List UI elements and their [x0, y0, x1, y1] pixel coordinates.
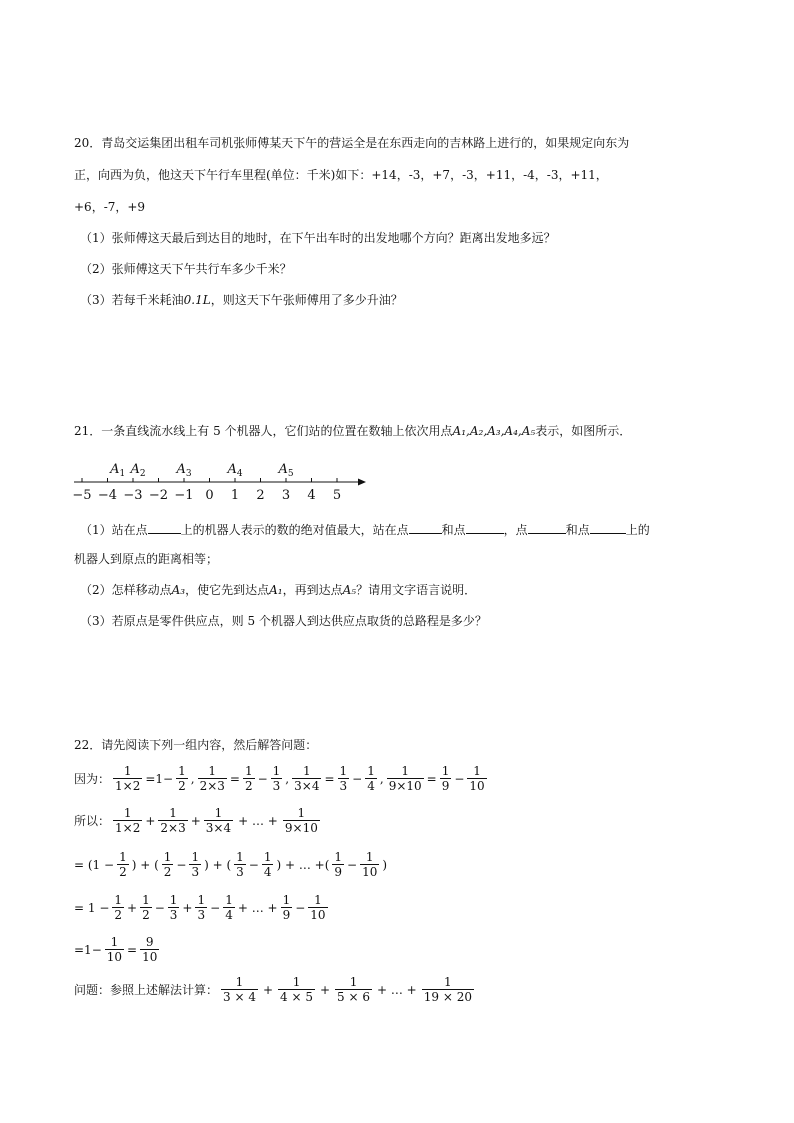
q20-sub2: （2）张师傅这天下午共行车多少千米？ [80, 262, 292, 276]
q22-result-line: =1− $\frac{1}{10}$ = $\frac{9}{10}$ [74, 935, 158, 964]
q21-stem-pre: 21．一条直线流水线上有 5 个机器人，它们站的位置在数轴上依次用点 [74, 424, 453, 438]
fraction: $\frac{1}{10}$ [106, 935, 123, 964]
q21-sub1-text-a: （1）站在点 [80, 523, 148, 537]
fraction: $\frac{1}{3}$ [197, 893, 206, 922]
q20-sub3-post: ，则这天下午张师傅用了多少升油？ [210, 293, 403, 307]
answer-blank-5[interactable] [590, 521, 626, 534]
fraction: $\frac{1}{5 \times 6}$ [337, 975, 370, 1004]
fraction: $\frac{1}{9}$ [282, 893, 291, 922]
fraction: $\frac{1}{3}$ [169, 893, 178, 922]
fraction: $\frac{1}{19 \times 20}$ [423, 975, 472, 1004]
number-line-tick-label: −1 [174, 488, 194, 503]
fraction: $\frac{1}{2}$ [244, 764, 253, 793]
q20-stem-line3: +6，-7，+9 [74, 200, 146, 214]
fraction: $\frac{1}{2\times 3}$ [199, 764, 225, 793]
q21-sub2-point-a5: A₅ [342, 583, 357, 597]
q21-sub2-point-a3: A₃ [171, 583, 186, 597]
q22-step2-line: = 1 − $\frac{1}{2}$ + $\frac{1}{2}$ − $\frac{1}{3}$ + $\frac{1}{3}$ − $\frac{1}{4}$ + … + $\frac{1}{9}$ − $\frac{1}{10}$ [74, 893, 326, 922]
q22-step1-line: = (1 − $\frac{1}{2}$ ) + ( $\frac{1}{2}$ − $\frac{1}{3}$ ) + ( $\frac{1}{3}$ − $\frac{1}{4}$ ) + … +( $\frac{1}{9}$ − $\frac{1}{10}$ ) [74, 850, 388, 879]
fraction: $\frac{1}{9\times 10}$ [388, 764, 422, 793]
answer-blank-1[interactable] [148, 521, 181, 534]
number-line-arrow [358, 479, 366, 486]
number-line-figure [70, 452, 370, 504]
fraction: $\frac{1}{9\times 10}$ [284, 806, 318, 835]
fraction: $\frac{1}{3\times 4}$ [205, 806, 232, 835]
number-line-tick-label: 4 [307, 488, 316, 503]
q21-sub1-text-d: ，点 [503, 523, 528, 537]
q21-sub2-text-c: ，再到达点 [282, 583, 343, 597]
fraction: $\frac{1}{10}$ [469, 764, 485, 793]
fraction: $\frac{1}{3}$ [272, 764, 281, 793]
q21-sub2-text-d: ？请用文字语言说明． [356, 583, 477, 597]
number-line-tick-label: −2 [148, 488, 169, 503]
q21-sub1-line2: 机器人到原点的距离相等； [74, 552, 219, 566]
q22-because-label: 因为： [74, 772, 111, 786]
q20-sub3-value: 0.1L [183, 293, 211, 307]
number-line-point-label: $A_5$ [278, 462, 294, 479]
q22-result-pre: =1− [74, 942, 102, 957]
q21-stem-post: 表示，如图所示． [535, 424, 632, 438]
number-line-tick-label: 0 [205, 488, 214, 503]
fraction: $\frac{1}{3}$ [339, 764, 348, 793]
fraction: $\frac{1}{9}$ [441, 764, 450, 793]
q21-sub2-point-a1: A₁ [269, 583, 283, 597]
fraction: $\frac{1}{2}$ [178, 764, 186, 793]
q20-sub3 [80, 292, 403, 308]
fraction: $\frac{1}{2\times 3}$ [160, 806, 186, 835]
fraction: $\frac{1}{4 \times 5}$ [280, 975, 313, 1004]
fraction: $\frac{9}{10}$ [142, 935, 158, 964]
fraction: $\frac{1}{2}$ [119, 850, 127, 879]
fraction: $\frac{1}{3 \times 4}$ [223, 975, 256, 1004]
q21-sub1-text-b: 上的机器人表示的数的绝对值最大，站在点 [180, 523, 409, 537]
fraction: $\frac{1}{10}$ [310, 893, 326, 922]
q21-sub1-text-c: 和点 [441, 523, 466, 537]
q21-points: A₁,A₂,A₃,A₄,A₅ [452, 424, 536, 438]
q22-question-line: 问题：参照上述解法计算： $\frac{1}{3 \times 4}$ + $\frac{1}{4 \times 5}$ + $\frac{1}{5 \times 6}$ + … + $\frac{1}{19 \times 20}$ [74, 975, 472, 1004]
q22-so-label: 所以： [74, 814, 111, 828]
q21-sub3: （3）若原点是零件供应点，则 5 个机器人到达供应点取货的总路程是多少？ [80, 614, 487, 628]
fraction: $\frac{1}{9}$ [334, 850, 343, 879]
q21-sub1-line1 [80, 521, 650, 538]
number-line-tick-label: −4 [97, 488, 118, 503]
number-line-tick-label: 3 [281, 488, 291, 503]
q21-sub1-text-e: 和点 [565, 523, 590, 537]
fraction: $\frac{1}{4}$ [367, 764, 375, 793]
number-line-tick-label: −3 [123, 488, 143, 503]
fraction: $\frac{1}{3\times 4}$ [294, 764, 320, 793]
q20-sub3-pre: （3）若每千米耗油 [80, 293, 184, 307]
q21-sub2 [80, 582, 476, 598]
q21-sub2-text-b: ，使它先到达点 [185, 583, 270, 597]
q20-sub1: （1）张师傅这天最后到达目的地时，在下午出车时的出发地哪个方向？距离出发地多远？ [80, 231, 556, 245]
answer-blank-3[interactable] [466, 521, 504, 534]
q21-sub2-text-a: （2）怎样移动点 [80, 583, 172, 597]
q22-question-label: 问题：参照上述解法计算： [74, 983, 219, 997]
fraction: $\frac{1}{1\times 2}$ [115, 806, 141, 835]
number-line-point-label: $A_3$ [176, 462, 192, 479]
number-line-point-label: $A_2$ [130, 462, 146, 479]
answer-blank-4[interactable] [528, 521, 566, 534]
q21-sub1-text-f: 上的 [625, 523, 650, 537]
fraction: $\frac{1}{2}$ [114, 893, 123, 922]
number-line-tick-label: 5 [332, 488, 342, 503]
fraction: $\frac{1}{1\times 2}$ [115, 764, 141, 793]
fraction: $\frac{1}{2}$ [163, 850, 172, 879]
fraction: $\frac{1}{2}$ [142, 893, 150, 922]
answer-blank-2[interactable] [409, 521, 442, 534]
q22-because-line: 因为： $\frac{1}{1\times 2}$ =1− $\frac{1}{2}$ , $\frac{1}{2\times 3}$ = $\frac{1}{2}$ − $\frac{1}{3}$ , $\frac{1}{3\times 4}$ = $\frac{1}{3}$ − $\frac{1}{4}$ , $\frac{1}{9\times 10}$ = $\frac{1}{9}$ − $\frac{1}{10}$ [74, 764, 485, 793]
fraction: $\frac{1}{3}$ [236, 850, 244, 879]
fraction: $\frac{1}{4}$ [225, 893, 233, 922]
number-line-point-label: $A_4$ [227, 462, 243, 479]
number-line-tick-label: 1 [230, 488, 240, 503]
q20-stem-line2: 正，向西为负，他这天下午行车里程(单位：千米)如下：+14，-3，+7，-3，+11，-4，-3，+11， [74, 168, 608, 182]
number-line-point-label: $A_1$ [110, 462, 126, 479]
number-line-tick-label: 2 [256, 488, 265, 503]
number-line-tick-label: −5 [72, 488, 92, 503]
fraction: $\frac{1}{4}$ [263, 850, 272, 879]
q22-so-line: 所以： $\frac{1}{1\times 2}$ + $\frac{1}{2\times 3}$ + $\frac{1}{3\times 4}$ + … + $\frac{1}{9\times 10}$ [74, 806, 318, 835]
q21-stem [74, 423, 631, 439]
fraction: $\frac{1}{10}$ [362, 850, 378, 879]
q22-stem: 22．请先阅读下列一组内容，然后解答问题： [74, 738, 318, 752]
q20-stem-line1: 20．青岛交运集团出租车司机张师傅某天下午的营运全是在东西走向的吉林路上进行的，如果规定向东为 [74, 136, 630, 150]
fraction: $\frac{1}{3}$ [191, 850, 200, 879]
